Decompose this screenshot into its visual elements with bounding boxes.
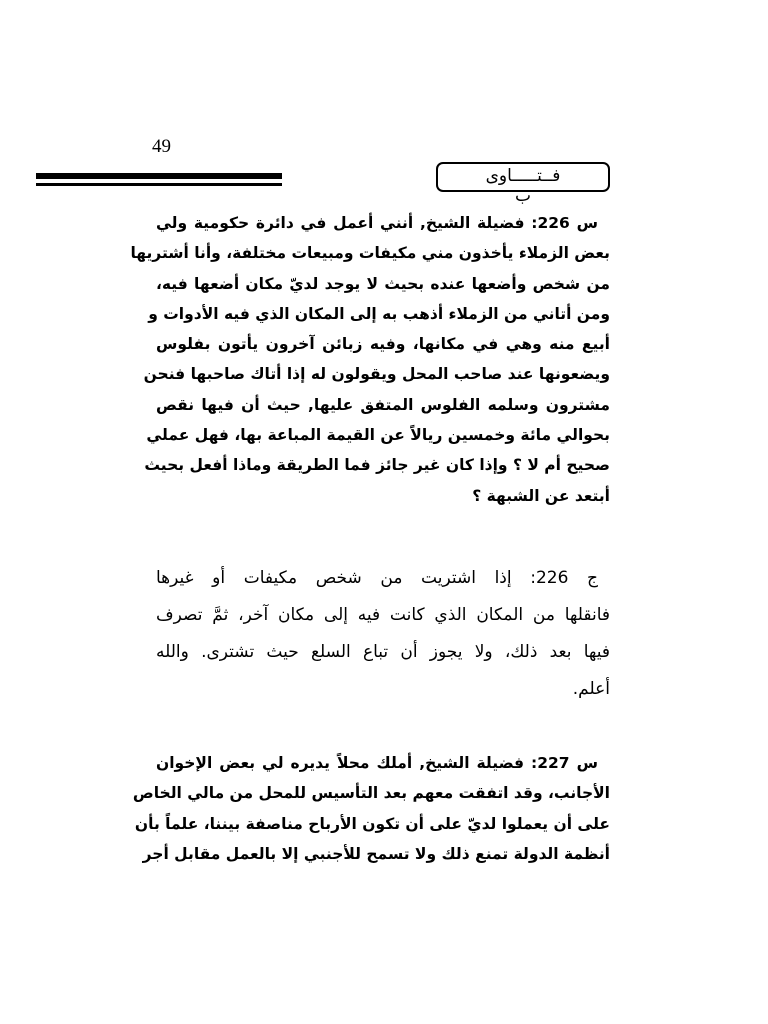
question-227-line: س 227: فضيلة الشيخ, أملك محلاً يديره لي بعض الإخوان <box>156 754 598 772</box>
answer-226-line: فيها بعد ذلك، ولا يجوز أن تباع السلع حيث تشترى. والله <box>156 642 610 662</box>
running-header-box <box>436 162 610 206</box>
answer-226-line: ج 226: إذا اشتريت من شخص مكيفات أو غيرها <box>156 568 598 588</box>
page-number: 49 <box>152 136 171 157</box>
question-227-line: الأجانب، وقد اتفقت معهم بعد التأسيس للمحل من مالي الخاص <box>132 784 610 803</box>
question-226-line: ومن أتاني من الزملاء أذهب به إلى المكان الذي فيه الأدوات و <box>148 304 610 323</box>
question-226-line: ويضعونها عند صاحب المحل ويقولون له إذا أتاك صاحبها فنحن <box>143 365 610 384</box>
answer-226-line: أعلم. <box>572 679 610 699</box>
question-226-line: بحوالي مائة وخمسين ريالاً عن القيمة المباعة بها، فهل عملي <box>146 426 610 445</box>
question-227 <box>132 748 610 869</box>
answer-226-line: فانقلها من المكان الذي كانت فيه إلى مكان آخر، ثمَّ تصرف <box>156 605 610 625</box>
question-227-line: أنظمة الدولة تمنع ذلك ولا تسمح للأجنبي إلا بالعمل مقابل أجر <box>142 844 610 863</box>
answer-226 <box>156 560 610 708</box>
question-226-line: أبيع منه وهي في مكانها، وفيه زبائن آخرون يأتون بفلوس <box>156 335 610 354</box>
header-rule-thin <box>36 183 282 186</box>
question-227-line: على أن يعملوا لديّ على أن تكون الأرباح مناصفة بيننا، علماً بأن <box>134 814 610 833</box>
question-226-line: صحيح أم لا ؟ وإذا كان غير جائز فما الطريقة وماذا أفعل بحيث <box>144 456 610 475</box>
question-226-line: مشترون وسلمه الفلوس المتفق عليها, حيث أن فيها نقص <box>156 395 610 414</box>
question-226-line: بعض الزملاء يأخذون مني مكيفات ومبيعات مختلفة، وأنا أشتريها <box>130 244 610 263</box>
question-226-line: س 226: فضيلة الشيخ, أنني أعمل في دائرة حكومية ولي <box>156 214 598 232</box>
question-226-line: أبتعد عن الشبهة ؟ <box>472 486 610 505</box>
question-226 <box>130 208 610 511</box>
running-header-cut-text: ب <box>514 186 531 206</box>
running-header-label: فــتـــــاوى <box>485 166 561 186</box>
question-226-line: من شخص وأضعها عنده بحيث لا يوجد لديّ مكان أضعها فيه، <box>156 274 610 293</box>
header-rule-thick <box>36 173 282 179</box>
